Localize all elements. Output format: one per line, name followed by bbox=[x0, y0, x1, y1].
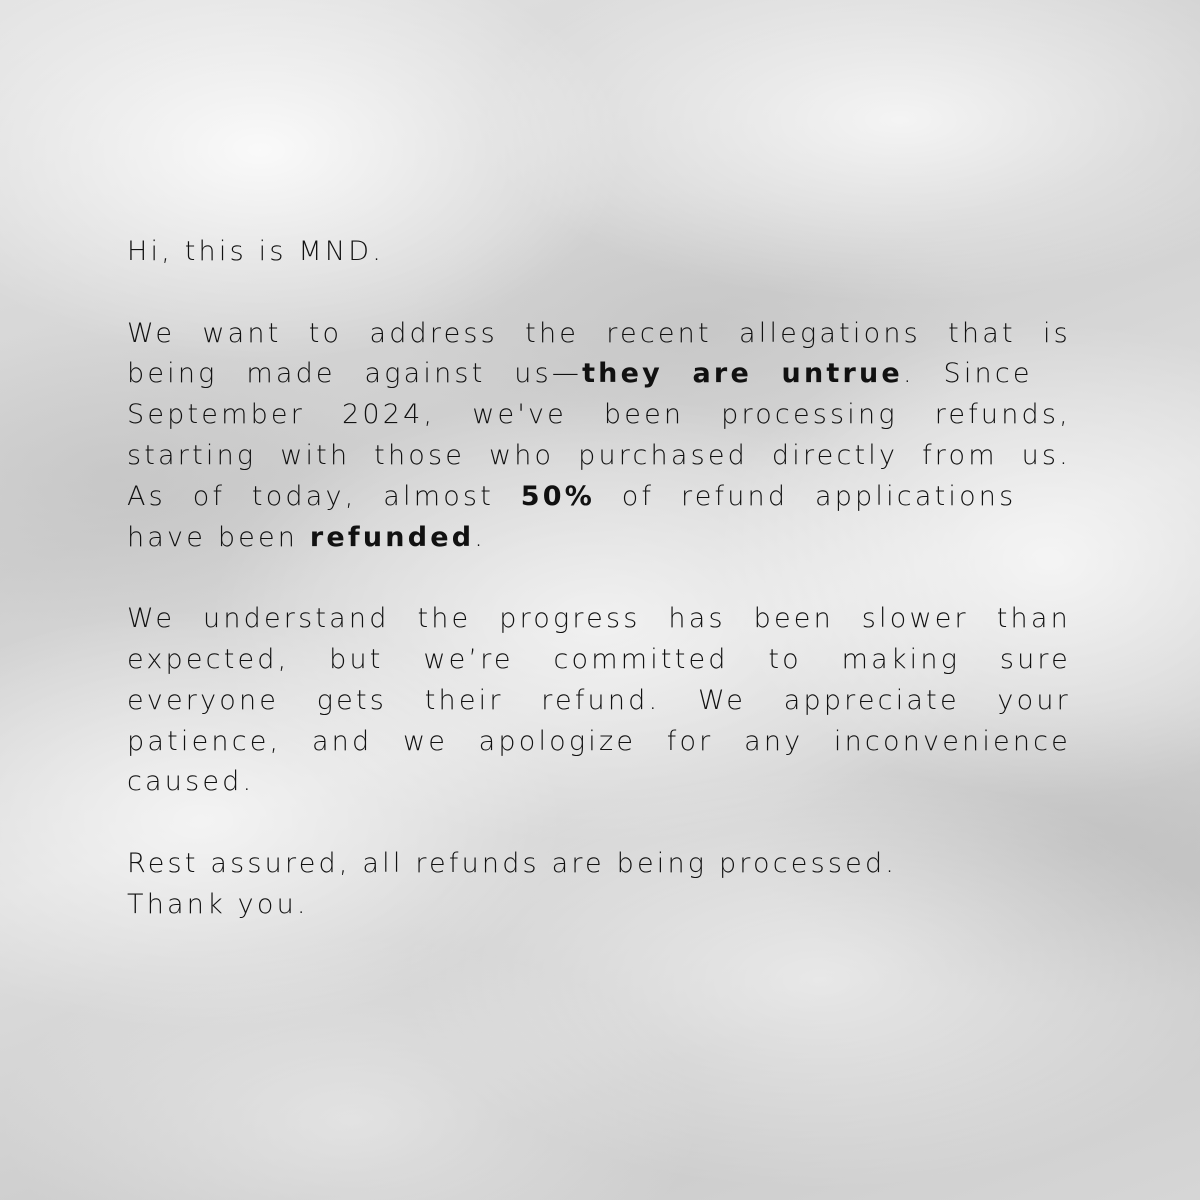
word: but bbox=[329, 643, 384, 675]
word: their bbox=[424, 684, 504, 716]
word: slower bbox=[861, 603, 969, 635]
word: the bbox=[525, 317, 580, 349]
word: for bbox=[666, 725, 714, 757]
greeting: Hi, this is MND. bbox=[127, 236, 385, 267]
word: refund. bbox=[541, 684, 661, 716]
word: September bbox=[127, 399, 306, 431]
word: is bbox=[1042, 317, 1071, 349]
word: everyone bbox=[127, 684, 280, 716]
paragraph-1-line-1 bbox=[127, 314, 1071, 355]
paragraph-2-line-3 bbox=[127, 681, 1071, 722]
word: processing bbox=[721, 399, 898, 431]
word: with bbox=[280, 439, 351, 471]
word: address bbox=[369, 317, 498, 349]
paragraph-1-line-6 bbox=[127, 518, 1071, 559]
word: want bbox=[202, 317, 282, 349]
word: directly bbox=[771, 439, 899, 471]
word: apologize bbox=[478, 725, 637, 757]
word: progress bbox=[499, 603, 641, 635]
word: we bbox=[402, 725, 449, 757]
word: We bbox=[697, 684, 747, 716]
word: who bbox=[488, 439, 555, 471]
word: to bbox=[768, 643, 802, 675]
text-segment: of refund applications bbox=[595, 480, 1017, 512]
word: we’re bbox=[423, 643, 514, 675]
word: any bbox=[744, 725, 804, 757]
word: 2024, bbox=[342, 399, 436, 431]
text-segment: being made against us— bbox=[127, 358, 583, 390]
closing-line-1: Rest assured, all refunds are being processed. bbox=[127, 847, 898, 879]
closing-line-2: Thank you. bbox=[127, 888, 309, 920]
paragraph-2-line-5: caused. bbox=[127, 766, 255, 798]
word: We bbox=[127, 603, 176, 635]
word: making bbox=[841, 643, 961, 675]
word: allegations bbox=[739, 317, 921, 349]
word: understand bbox=[203, 603, 390, 635]
text-segment: have been bbox=[127, 521, 310, 553]
paragraph-2-line-1 bbox=[127, 599, 1071, 640]
word: we've bbox=[472, 399, 567, 431]
word: than bbox=[996, 603, 1071, 635]
word: purchased bbox=[578, 439, 749, 471]
emphasis-refunded: refunded bbox=[309, 521, 475, 553]
word: us. bbox=[1021, 439, 1071, 471]
paragraph-2-line-2 bbox=[127, 640, 1071, 681]
word: recent bbox=[606, 317, 712, 349]
word: We bbox=[127, 317, 176, 349]
statement-text bbox=[127, 232, 1071, 926]
word: that bbox=[948, 317, 1016, 349]
word: to bbox=[308, 317, 343, 349]
paragraph-1-line-3 bbox=[127, 395, 1071, 436]
word: gets bbox=[316, 684, 388, 716]
word: your bbox=[997, 684, 1071, 716]
word: been bbox=[603, 399, 685, 431]
paragraph-2-line-4 bbox=[127, 722, 1071, 763]
word: been bbox=[753, 603, 834, 635]
text-segment: . bbox=[474, 521, 487, 553]
emphasis-percentage: 50% bbox=[520, 480, 595, 512]
word: appreciate bbox=[783, 684, 960, 716]
word: the bbox=[417, 603, 472, 635]
text-segment: . Since bbox=[902, 358, 1033, 390]
word: refunds, bbox=[934, 399, 1071, 431]
word: from bbox=[922, 439, 998, 471]
word: inconvenience bbox=[833, 725, 1071, 757]
text-segment: As of today, almost bbox=[127, 480, 521, 512]
paragraph-1-line-2 bbox=[127, 354, 1071, 395]
word: expected, bbox=[127, 643, 290, 675]
word: patience, bbox=[127, 725, 282, 757]
word: starting bbox=[127, 439, 257, 471]
word: and bbox=[311, 725, 373, 757]
word: those bbox=[374, 439, 466, 471]
word: committed bbox=[553, 643, 729, 675]
emphasis-untrue: they are untrue bbox=[582, 358, 903, 390]
word: sure bbox=[999, 643, 1071, 675]
paragraph-1-line-4 bbox=[127, 436, 1071, 477]
word: has bbox=[668, 603, 726, 635]
paragraph-1-line-5 bbox=[127, 477, 1071, 518]
